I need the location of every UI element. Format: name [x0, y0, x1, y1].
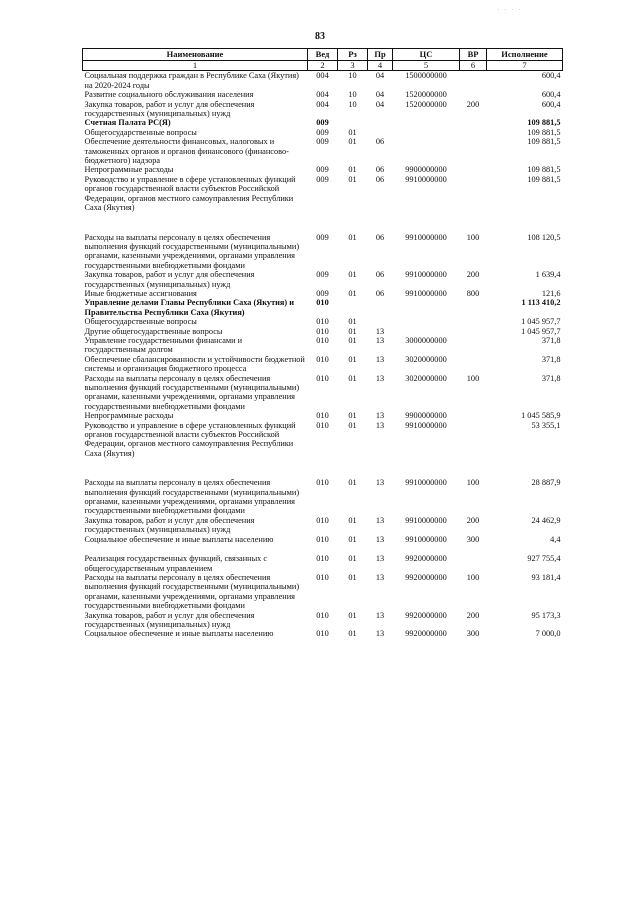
row-cs: 9900000000: [405, 165, 447, 175]
row-rz: 01: [348, 478, 357, 488]
row-amount: 109 881,5: [527, 118, 561, 128]
row-name: Руководство и управление в сфере установленных функций органов государственной власти субъектов Российской Федерации, органов местного самоуправления Республики Саха (Якутия): [84, 420, 296, 458]
table-row: [83, 128, 563, 137]
row-pr: 06: [375, 137, 385, 147]
table-row: [83, 516, 563, 535]
table-row: [83, 118, 563, 127]
table-row: [83, 478, 563, 516]
row-name: Управление государственными финансами и государственным долгом: [84, 335, 243, 355]
row-pr: 13: [375, 534, 385, 544]
row-amount: 371,8: [541, 354, 561, 364]
row-name: Закупка товаров, работ и услуг для обеспечения государственных (муниципальных) нужд: [84, 515, 255, 535]
row-amount: 600,4: [541, 71, 561, 81]
row-amount: 1 045 957,7: [521, 326, 561, 336]
row-ved: 010: [316, 298, 329, 308]
row-ved: 010: [316, 629, 329, 639]
header-number: 1: [83, 61, 308, 71]
row-rz: 01: [348, 572, 357, 582]
row-name: Общегосударственные вопросы: [84, 127, 197, 137]
row-vr: [460, 411, 487, 420]
row-cs: 1500000000: [405, 71, 447, 81]
row-ved: 009: [316, 232, 329, 242]
row-amount: 1 045 585,9: [521, 411, 561, 421]
row-pr: 04: [375, 90, 385, 100]
row-pr: [368, 317, 393, 326]
header-cs: ЦС: [393, 49, 460, 61]
row-rz: 01: [348, 335, 357, 345]
row-ved: 010: [316, 515, 329, 525]
header-number: 3: [338, 61, 368, 71]
row-vr: 100: [466, 373, 480, 383]
row-name: Расходы на выплаты персоналу в целях обеспечения выполнения функций государственными (муниципальными) органами, казенными учреждениями, органами управления государственными внебюджетными фондами: [84, 373, 300, 411]
row-cs: 9910000000: [405, 174, 447, 184]
row-vr: 200: [466, 270, 480, 280]
row-rz: 01: [348, 174, 357, 184]
row-ved: 009: [316, 270, 329, 280]
row-vr: [460, 118, 487, 127]
row-ved: 010: [316, 534, 329, 544]
table-row: [83, 374, 563, 412]
row-name: Непрограммные расходы: [84, 165, 174, 175]
row-amount: 108 120,5: [527, 232, 561, 242]
row-cs: [393, 298, 460, 317]
row-rz: 01: [348, 326, 357, 336]
row-cs: 9920000000: [405, 554, 447, 564]
table-row: [83, 573, 563, 611]
row-cs: 9910000000: [405, 478, 447, 488]
row-pr: 13: [375, 478, 385, 488]
header-vr: ВР: [460, 49, 487, 61]
row-pr: 13: [375, 354, 385, 364]
row-vr: 100: [466, 572, 480, 582]
row-ved: 009: [316, 288, 329, 298]
row-vr: 100: [466, 232, 480, 242]
row-pr: 13: [375, 335, 385, 345]
row-ved: 009: [316, 174, 329, 184]
row-amount: 121,6: [541, 288, 561, 298]
row-name: Обеспечение деятельности финансовых, налоговых и таможенных органов и органов финансового (финансово-бюджетного) надзора: [84, 137, 289, 166]
row-cs: [393, 317, 460, 326]
row-ved: 009: [316, 118, 329, 128]
row-pr: 13: [375, 326, 385, 336]
row-pr: 04: [375, 71, 385, 81]
row-amount: 109 881,5: [527, 137, 561, 147]
table-row: [83, 90, 563, 99]
row-vr: 300: [466, 534, 480, 544]
row-name: Расходы на выплаты персоналу в целях обеспечения выполнения функций государственными (муниципальными) органами, казенными учреждениями, органами управления государственными внебюджетными фондами: [84, 232, 300, 270]
row-pr: 13: [375, 515, 385, 525]
table-row: [83, 289, 563, 298]
row-pr: 13: [375, 554, 385, 564]
table-row: [83, 298, 563, 317]
header-amount: Исполнение: [487, 49, 563, 61]
row-vr: 100: [466, 478, 480, 488]
header-row: [83, 49, 563, 61]
row-cs: 9920000000: [405, 629, 447, 639]
row-ved: 004: [316, 90, 329, 100]
row-ved: 004: [316, 71, 329, 81]
row-ved: 010: [316, 354, 329, 364]
row-rz: 01: [348, 373, 357, 383]
row-name: Социальное обеспечение и иные выплаты населению: [84, 629, 274, 639]
row-pr: 13: [375, 411, 385, 421]
row-rz: 01: [348, 554, 357, 564]
row-amount: 371,8: [541, 335, 561, 345]
row-cs: [393, 118, 460, 127]
table-row: [83, 270, 563, 289]
row-amount: 1 045 957,7: [521, 317, 561, 327]
row-vr: [460, 71, 487, 90]
table-row: [83, 71, 563, 90]
row-pr: 13: [375, 610, 385, 620]
row-vr: [460, 298, 487, 317]
row-rz: 01: [348, 534, 357, 544]
budget-table: [82, 48, 563, 639]
row-rz: [338, 298, 368, 317]
row-name: Другие общегосударственные вопросы: [84, 326, 223, 336]
row-ved: 010: [316, 610, 329, 620]
row-name: Социальное обеспечение и иные выплаты населению: [84, 534, 274, 544]
row-vr: [460, 355, 487, 374]
row-rz: 01: [348, 420, 357, 430]
row-cs: 1520000000: [405, 90, 447, 100]
row-cs: 3020000000: [405, 354, 447, 364]
row-amount: 93 181,4: [531, 572, 561, 582]
row-vr: [460, 137, 487, 165]
row-ved: 009: [316, 137, 329, 147]
row-name: Реализация государственных функций, связанных с общегосударственным управлением: [84, 554, 268, 573]
row-pr: 06: [375, 174, 385, 184]
row-name: Социальная поддержка граждан в Республике Саха (Якутия) на 2020-2024 годы: [84, 71, 299, 90]
header-number: 7: [487, 61, 563, 71]
table-row: [83, 629, 563, 638]
header-rz: Рз: [338, 49, 368, 61]
row-vr: [460, 90, 487, 99]
row-vr: [460, 327, 487, 336]
row-ved: 010: [316, 335, 329, 345]
row-amount: 600,4: [541, 90, 561, 100]
row-name: Общегосударственные вопросы: [84, 317, 197, 327]
row-rz: 01: [348, 232, 357, 242]
row-rz: [338, 118, 368, 127]
row-pr: 06: [375, 270, 385, 280]
table-row: [83, 137, 563, 165]
row-vr: [460, 175, 487, 233]
row-amount: 927 755,4: [527, 554, 561, 564]
table-row: [83, 421, 563, 479]
row-rz: 10: [348, 90, 357, 100]
row-rz: 01: [348, 127, 357, 137]
row-name: Непрограммные расходы: [84, 411, 174, 421]
row-pr: 06: [375, 165, 385, 175]
row-cs: 9910000000: [405, 270, 447, 280]
row-pr: 04: [375, 99, 385, 109]
header-ved: Вед: [308, 49, 338, 61]
row-rz: 01: [348, 629, 357, 639]
row-vr: 800: [466, 288, 480, 298]
header-number: 6: [460, 61, 487, 71]
row-cs: 9920000000: [405, 610, 447, 620]
row-cs: [393, 327, 460, 336]
header-number: 5: [393, 61, 460, 71]
row-rz: 01: [348, 411, 357, 421]
header-number-row: [83, 61, 563, 71]
row-rz: 01: [348, 288, 357, 298]
row-amount: 7 000,0: [535, 629, 561, 639]
row-ved: 010: [316, 373, 329, 383]
row-pr: 06: [375, 232, 385, 242]
row-name: Закупка товаров, работ и услуг для обеспечения государственных (муниципальных) нужд: [84, 270, 255, 289]
row-name: Обеспечение сбалансированности и устойчивости бюджетной системы и организация бюджетного процесса: [84, 354, 305, 374]
header-pr: Пр: [368, 49, 393, 61]
row-vr: 300: [466, 629, 480, 639]
row-amount: 109 881,5: [527, 165, 561, 175]
row-vr: 200: [466, 99, 480, 109]
row-cs: 9900000000: [405, 411, 447, 421]
table-body: [83, 71, 563, 639]
row-amount: 28 887,9: [531, 478, 561, 488]
row-cs: [393, 128, 460, 137]
row-name: Счетная Палата РС(Я): [84, 118, 171, 128]
table-row: [83, 611, 563, 630]
row-pr: 13: [375, 572, 385, 582]
table-row: [83, 165, 563, 174]
row-amount: 600,4: [541, 99, 561, 109]
row-cs: [393, 137, 460, 165]
header-number: 2: [308, 61, 338, 71]
header-number: 4: [368, 61, 393, 71]
row-name: Закупка товаров, работ и услуг для обеспечения государственных (муниципальных) нужд: [84, 610, 255, 629]
row-ved: 010: [316, 317, 329, 327]
row-cs: 3000000000: [405, 335, 447, 345]
row-rz: 01: [348, 354, 357, 364]
corner-mark: . . . .: [497, 6, 522, 12]
row-name: Расходы на выплаты персоналу в целях обеспечения выполнения функций государственными (муниципальными) органами, казенными учреждениями, органами управления государственными внебюджетными фондами: [84, 478, 300, 516]
row-rz: 01: [348, 165, 357, 175]
row-amount: 1 639,4: [535, 270, 561, 280]
row-pr: 13: [375, 420, 385, 430]
row-pr: 13: [375, 373, 385, 383]
table-row: [83, 535, 563, 554]
row-cs: 9920000000: [405, 572, 447, 582]
row-cs: 9910000000: [405, 515, 447, 525]
row-pr: [368, 298, 393, 317]
row-cs: 9910000000: [405, 232, 447, 242]
row-rz: 01: [348, 317, 357, 327]
row-cs: 9910000000: [405, 420, 447, 430]
table-row: [83, 355, 563, 374]
table-row: [83, 175, 563, 233]
row-ved: 010: [316, 326, 329, 336]
row-name: Развитие социального обслуживания населения: [84, 90, 254, 100]
row-amount: 109 881,5: [527, 127, 561, 137]
row-rz: 10: [348, 71, 357, 81]
row-vr: [460, 336, 487, 355]
row-cs: 3020000000: [405, 373, 447, 383]
table-row: [83, 317, 563, 326]
row-name: Закупка товаров, работ и услуг для обеспечения государственных (муниципальных) нужд: [84, 99, 255, 119]
row-amount: 4,4: [550, 534, 561, 544]
row-rz: 10: [348, 99, 357, 109]
row-rz: 01: [348, 270, 357, 280]
row-vr: 200: [466, 515, 480, 525]
row-ved: 010: [316, 554, 329, 564]
row-vr: [460, 421, 487, 479]
row-pr: [368, 118, 393, 127]
row-vr: [460, 165, 487, 174]
page-number: 83: [315, 31, 325, 42]
table-row: [83, 100, 563, 119]
row-ved: 010: [316, 572, 329, 582]
row-vr: [460, 128, 487, 137]
row-name: Расходы на выплаты персоналу в целях обеспечения выполнения функций государственными (муниципальными) органами, казенными учреждениями, органами управления государственными внебюджетными фондами: [84, 572, 300, 611]
table-row: [83, 336, 563, 355]
row-pr: 13: [375, 629, 385, 639]
row-cs: 9910000000: [405, 534, 447, 544]
row-amount: 95 173,3: [531, 610, 561, 620]
row-cs: 9910000000: [405, 288, 447, 298]
row-ved: 004: [316, 99, 329, 109]
row-amount: 109 881,5: [527, 174, 561, 184]
row-cs: 1520000000: [405, 99, 447, 109]
row-name: Руководство и управление в сфере установленных функций органов государственной власти субъектов Российской Федерации, органов местного самоуправления Республики Саха (Якутия): [84, 174, 296, 213]
row-name: Иные бюджетные ассигнования: [84, 288, 197, 298]
row-rz: 01: [348, 515, 357, 525]
row-amount: 24 462,9: [531, 515, 561, 525]
row-ved: 010: [316, 478, 329, 488]
table-row: [83, 554, 563, 573]
row-vr: 200: [466, 610, 480, 620]
table-row: [83, 411, 563, 420]
row-name: Управление делами Главы Республики Саха (Якутия) и Правительства Республики Саха (Якутия): [84, 298, 295, 317]
row-rz: 01: [348, 137, 357, 147]
row-ved: 010: [316, 420, 329, 430]
table-row: [83, 327, 563, 336]
row-pr: [368, 128, 393, 137]
row-ved: 009: [316, 127, 329, 137]
row-ved: 009: [316, 165, 329, 175]
header-name: Наименование: [83, 49, 308, 61]
row-vr: [460, 554, 487, 573]
row-vr: [460, 317, 487, 326]
row-amount: 371,8: [541, 373, 561, 383]
table-row: [83, 233, 563, 271]
row-pr: 06: [375, 288, 385, 298]
row-rz: 01: [348, 610, 357, 620]
row-amount: 1 113 410,2: [521, 298, 561, 308]
row-amount: 53 355,1: [531, 420, 561, 430]
row-ved: 010: [316, 411, 329, 421]
